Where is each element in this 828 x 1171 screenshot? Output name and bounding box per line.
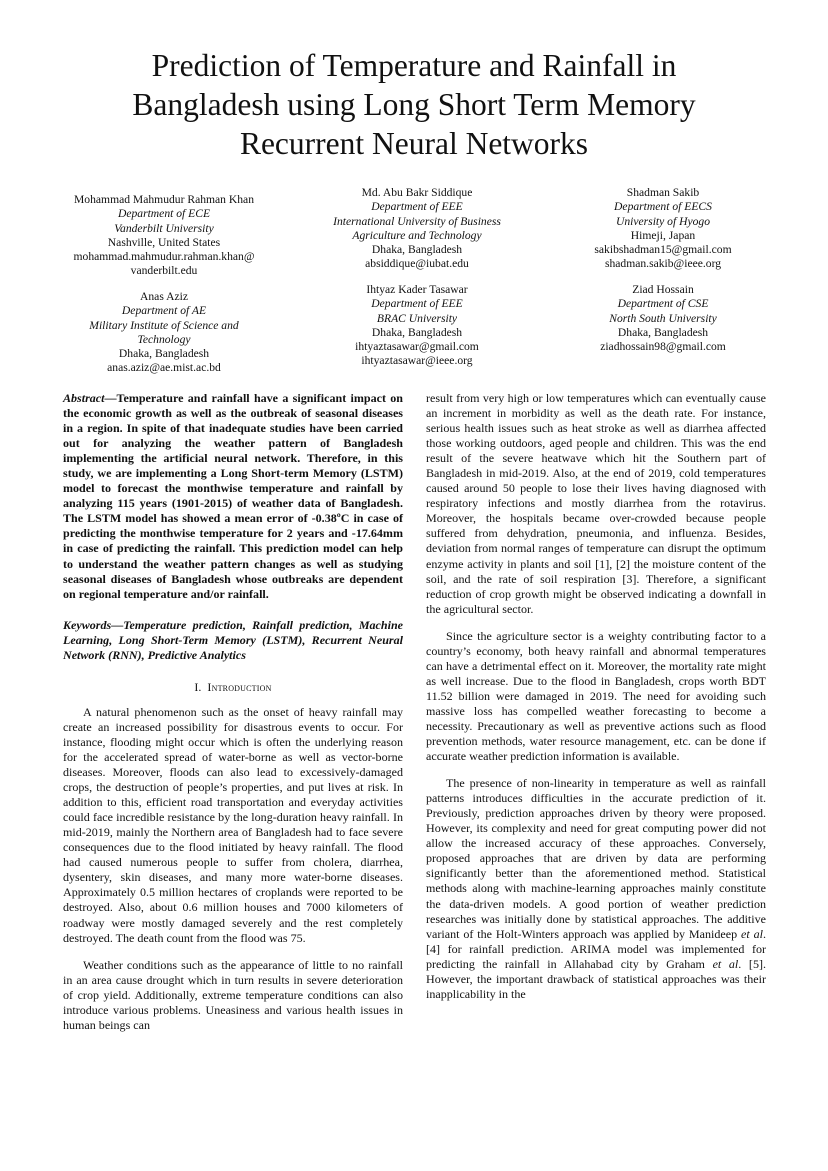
abstract-body: —Temperature and rainfall have a significant impact on the economic growth as well as the outbreak of seasonal diseases in a region. In spite of that inadequate studies have been carried out for analyzing the weather pattern of Bangladesh implementing the artificial neural network. Therefore, in this study, we are implementing a Long Short-term Memory (LSTM) model to forecast the monthwise temperature and rainfall by analyzing 115 years (1901-2015) of weather data of Bangladesh. The LSTM model has showed a mean error of -0.38ºC in case of predicting the monthwise temperature for 2 years and -17.64mm in case of predicting the rainfall. This prediction model can help to understand the weather pattern changes as well as studying seasonal diseases of Bangladesh whose outbreaks are dependent on regional temperature and/or rainfall. (63, 391, 403, 601)
author-block (66, 290, 262, 376)
section-title: Introduction (207, 679, 272, 694)
paragraph-text: . [4] for rainfall prediction. ARIMA model was implemented for predicting the rainfall in Allahabad city by Graham (426, 926, 767, 971)
author-organization: Agriculture and Technology (352, 228, 482, 242)
author-block (48, 193, 280, 279)
title-line: Recurrent Neural Networks (239, 126, 589, 161)
title-line: Prediction of Temperature and Rainfall in (151, 48, 677, 83)
author-department: Department of EEE (371, 297, 463, 311)
citation-etal: et al (741, 926, 763, 941)
keywords: Keywords—Temperature prediction, Rainfall prediction, Machine Learning, Long Short-Term Memory (LSTM), Recurrent Neural Network (RNN), Predictive Analytics (63, 617, 403, 662)
left-column (63, 391, 403, 1033)
author-location: Dhaka, Bangladesh (371, 325, 463, 339)
abstract (63, 391, 403, 602)
author-email: anas.aziz@ae.mist.ac.bd (107, 361, 221, 375)
author-name: Shadman Sakib (626, 186, 700, 199)
author-location: Nashville, United States (107, 235, 221, 249)
author-name: Mohammad Mahmudur Rahman Khan (74, 193, 254, 206)
paper-title (60, 46, 768, 163)
title-line: Bangladesh using Long Short Term Memory (132, 87, 696, 122)
paragraph-text: . [5]. However, the important drawback of statistical approaches was their inapplicability in the (426, 956, 766, 1001)
paragraph: Since the agriculture sector is a weighty contributing factor to a country’s economy, both heavy rainfall and abnormal temperatures can have a detrimental effect on it. Moreover, the mortality rate might as well increase. Due to the flood in Bangladesh, crops worth BDT 11.52 billion were damaged in 2019. The need for avoiding such massive loss has compelled weather forecasting to become a necessity. Precautionary as well as preventive actions such as flood prevention methods, water resource management, etc. can be done if accurate weather prediction information is available. (426, 628, 766, 764)
author-email: ziadhossain98@gmail.com (600, 340, 726, 354)
author-organization: North South University (609, 311, 717, 325)
author-block (560, 283, 766, 354)
author-organization: International University of Business (333, 214, 501, 228)
author-organization: Military Institute of Science and (89, 318, 239, 332)
author-location: Dhaka, Bangladesh (617, 325, 709, 339)
citation-etal: et al (712, 956, 739, 971)
author-block (560, 186, 766, 272)
author-name: Ihtyaz Kader Tasawar (366, 283, 468, 296)
author-department: Department of EECS (614, 200, 712, 214)
paragraph-text: The presence of non-linearity in temperature as well as rainfall patterns introduces difficulties in the accurate prediction of it. Previously, prediction approaches driven by theory were proposed. However, its complexity and need for great computing power did not allow the increased accuracy of these approaches. Conversely, proposed approaches that are driven by data are performing significantly better than the aforementioned method. Statistical methods along with machine-learning approaches mainly constitute the data-driven models. A good portion of weather prediction researches was initially done by statistical approaches. The additive variant of the Holt-Winters approach was applied by Manideep (426, 776, 766, 941)
author-location: Dhaka, Bangladesh (118, 347, 210, 361)
author-email: ihtyaztasawar@ieee.org (361, 354, 473, 368)
author-email: ihtyaztasawar@gmail.com (355, 340, 479, 354)
author-department: Department of ECE (117, 207, 211, 221)
section-heading (63, 680, 403, 695)
author-block (306, 283, 528, 369)
author-organization: University of Hyogo (615, 214, 711, 228)
paragraph: result from very high or low temperatures which can eventually cause an increment in morbidity as well as the death rate. For instance, serious health issues such as heat stroke as well as diarrhea affected those working outdoors, aged people and children. This was the end result of the severe heatwave which hit the Southern part of Bangladesh in mid-2019. Also, at the end of 2019, cold temperatures caused around 50 people to lose their lives having diagnosed with respiratory infections and mostly diarrhea from the rotavirus. Moreover, the hospitals became over-crowded because people suffered from dehydration, pneumonia, and influenza. Besides, deviation from normal ranges of temperature can disrupt the optimum enzyme activity in plants and soil [1], [2] the moisture content of the soil, and the rate of soil respiration [3]. Therefore, a significant reduction of crop growth might be observed indicating a downfall in the agricultural sector. (426, 391, 766, 616)
author-email: shadman.sakib@ieee.org (604, 257, 722, 271)
author-organization: Technology (137, 332, 191, 346)
author-location: Dhaka, Bangladesh (371, 243, 463, 257)
author-email: vanderbilt.edu (130, 264, 198, 278)
section-number: I. (194, 679, 202, 694)
paragraph: Weather conditions such as the appearance of little to no rainfall in an area cause drought which in turn results in severe deterioration of crop yield. Additionally, extreme temperature conditions can also introduce various problems. Uneasiness and various health issues in human beings can (63, 957, 403, 1032)
author-department: Department of AE (121, 304, 207, 318)
paragraph (426, 776, 766, 1002)
abstract-lead: Abstract (63, 391, 105, 405)
author-name: Md. Abu Bakr Siddique (361, 186, 473, 199)
author-department: Department of CSE (617, 297, 709, 311)
author-email: mohammad.mahmudur.rahman.khan@ (73, 250, 255, 264)
author-organization: Vanderbilt University (114, 221, 214, 235)
author-email: sakibshadman15@gmail.com (594, 243, 732, 257)
author-email: absiddique@iubat.edu (365, 257, 469, 271)
author-department: Department of EEE (371, 200, 463, 214)
paragraph: A natural phenomenon such as the onset of heavy rainfall may create an increased possibility for disastrous events to occur. For instance, flooding might occur which is often the underlying reason for the accelerated spread of water-borne as well as vector-borne diseases. Moreover, floods can also lead to excessively-damaged crops, the destruction of people’s properties, and put lives at risk. In addition to this, efficient road transportation and everyday activities could face incredible resistance by the long-duration heavy rainfall. In mid-2019, mainly the Northern area of Bangladesh had to face severe consequences due to the flood initiated by heavy rainfall. The flood had caused numerous people to suffer from cholera, diarrhea, dysentery, skin diseases, and many more water-borne diseases. Approximately 0.5 million hectares of croplands were reported to be destroyed. Also, about 0.6 million houses and 7000 kilometers of roadway were mostly damaged severely and the rest completely destroyed. The death count from the flood was 75. (63, 704, 403, 945)
author-location: Himeji, Japan (630, 228, 696, 242)
author-block (306, 186, 528, 272)
author-name: Ziad Hossain (632, 283, 694, 296)
author-name: Anas Aziz (140, 290, 188, 303)
author-organization: BRAC University (376, 311, 458, 325)
right-column (426, 391, 766, 1002)
